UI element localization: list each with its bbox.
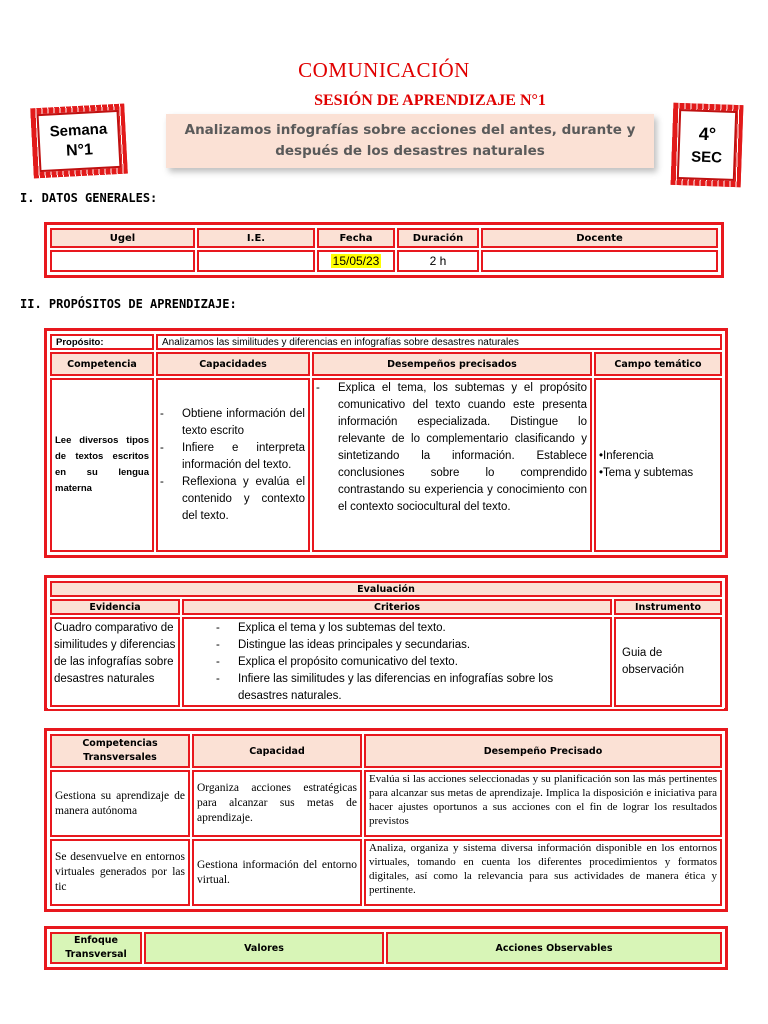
semana-number: N°1	[65, 141, 94, 160]
transversal-competencia: Se desenvuelve en entornos virtuales generados por las tic	[50, 839, 190, 906]
header-desempeno-precisado: Desempeño Precisado	[364, 734, 722, 768]
desempenos-cell	[312, 378, 592, 552]
capacidad-item: - Infiere e interpreta información del texto.	[158, 440, 305, 474]
semana-badge	[30, 104, 128, 179]
value-docente	[481, 250, 718, 272]
instrumento-cell: Guia de observación	[614, 617, 722, 707]
evaluacion-title: Evaluación	[50, 581, 722, 597]
transversal-competencia: Gestiona su aprendizaje de manera autónoma	[50, 770, 190, 837]
semana-label: Semana	[49, 120, 108, 141]
header-criterios: Criterios	[182, 599, 612, 615]
header-valores: Valores	[144, 932, 384, 964]
header-duracion: Duración	[397, 228, 479, 248]
transversal-desempeno: Evalúa si las acciones seleccionadas y su planificación son las más pertinentes para alcanzar sus metas de aprendizaje. Implica la disposición e iniciativa para hacer ajustes oportunos a sus acciones con el fin de lograr los resultados previstos	[364, 770, 722, 837]
section-heading-datos: I. DATOS GENERALES:	[20, 191, 158, 205]
criterio-item: - Distingue las ideas principales y secundarias.	[214, 637, 604, 654]
header-competencias-transversales: Competencias Transversales	[50, 734, 190, 768]
value-ugel	[50, 250, 195, 272]
grade-number: 4°	[698, 123, 717, 145]
header-evidencia: Evidencia	[50, 599, 180, 615]
proposito-text: Analizamos las similitudes y diferencias en infografías sobre desastres naturales	[156, 334, 722, 350]
proposito-label: Propósito:	[50, 334, 154, 350]
section-heading-propositos: II. PROPÓSITOS DE APRENDIZAJE:	[20, 297, 237, 311]
capacidad-item: - Obtiene información del texto escrito	[158, 406, 305, 440]
header-campo-tematico: Campo temático	[594, 352, 722, 376]
header-docente: Docente	[481, 228, 718, 248]
session-subtitle: SESIÓN DE APRENDIZAJE N°1	[314, 92, 546, 109]
campo-item: •Tema y subtemas	[599, 467, 694, 479]
transversal-capacidad: Organiza acciones estratégicas para alcanzar sus metas de aprendizaje.	[192, 770, 362, 837]
header-instrumento: Instrumento	[614, 599, 722, 615]
header-competencia: Competencia	[50, 352, 154, 376]
header-capacidades: Capacidades	[156, 352, 310, 376]
criterio-item: - Explica el tema y los subtemas del texto.	[214, 620, 604, 637]
header-ie: I.E.	[197, 228, 315, 248]
desempeno-item: - Explica el tema, los subtemas y el propósito comunicativo del texto cuando este presenta información especializada. Distingue lo relevante de lo complementario clasificando y sintetizando la información. Establece conclusiones sobre lo comprendido contrastando su experiencia y conocimiento con el contexto sociocultural del texto.	[314, 380, 587, 516]
page-title: COMUNICACIÓN	[298, 58, 470, 82]
header-fecha: Fecha	[317, 228, 395, 248]
propositos-table	[48, 332, 724, 554]
transversal-desempeno: Analiza, organiza y sistema diversa información disponible en los entornos virtuales, tomando en cuenta los diferentes procedimientos y formatos digitales, así como la relevancia para sus actividades de manera ética y pertinente.	[364, 839, 722, 906]
campo-tematico-cell	[594, 378, 722, 552]
transversal-capacidad: Gestiona información del entorno virtual.	[192, 839, 362, 906]
evidencia-cell: Cuadro comparativo de similitudes y diferencias de las infografías sobre desastres naturales	[50, 617, 180, 707]
competencia-cell: Lee diversos tipos de textos escritos en su lengua materna	[50, 378, 154, 552]
grade-badge	[671, 103, 744, 187]
evaluacion-table	[48, 579, 724, 709]
criterio-item: - Explica el propósito comunicativo del texto.	[214, 654, 604, 671]
enfoque-table	[48, 930, 724, 966]
grade-level: SEC	[690, 148, 723, 167]
criterio-item: - Infiere las similitudes y las diferencias en infografías sobre los desastres naturales.	[214, 671, 604, 705]
header-enfoque-transversal: Enfoque Transversal	[50, 932, 142, 964]
transversales-table	[48, 732, 724, 908]
campo-item: •Inferencia	[599, 450, 654, 462]
value-ie	[197, 250, 315, 272]
capacidad-item: - Reflexiona y evalúa el contenido y contexto del texto.	[158, 474, 305, 525]
header-acciones-observables: Acciones Observables	[386, 932, 722, 964]
value-duracion: 2 h	[397, 250, 479, 272]
date-highlight: 15/05/23	[332, 254, 380, 268]
criterios-cell	[182, 617, 612, 707]
header-capacidad: Capacidad	[192, 734, 362, 768]
capacidades-cell	[156, 378, 310, 552]
header-desempenos: Desempeños precisados	[312, 352, 592, 376]
datos-table	[48, 226, 720, 274]
header-ugel: Ugel	[50, 228, 195, 248]
value-fecha	[317, 250, 395, 272]
session-title-banner: Analizamos infografías sobre acciones del antes, durante y después de los desastres naturales	[166, 114, 654, 168]
